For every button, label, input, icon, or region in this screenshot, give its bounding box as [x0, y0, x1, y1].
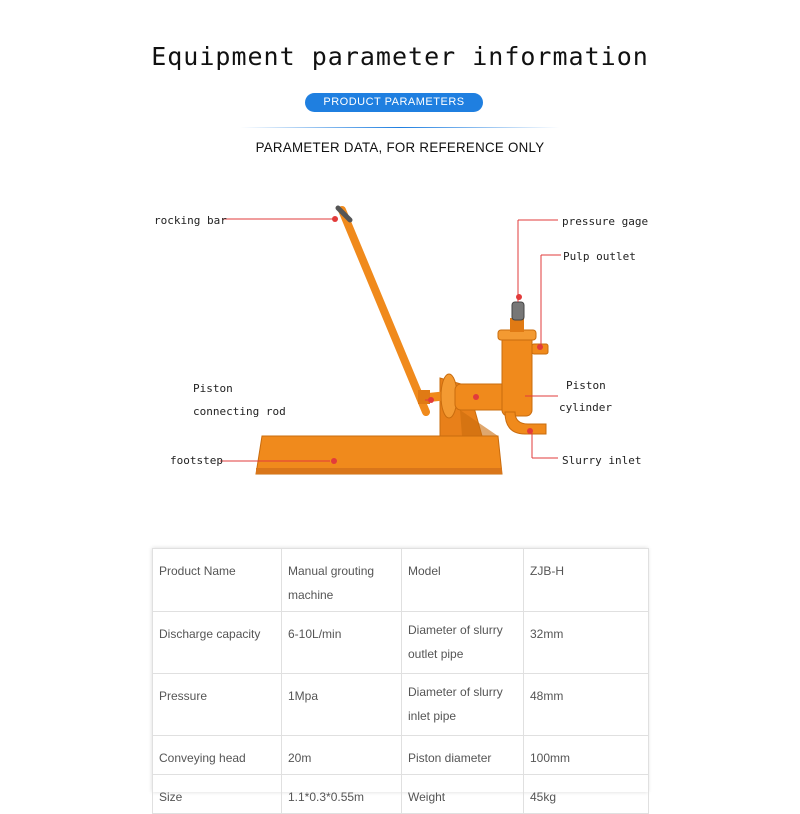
rocking-bar-handle	[342, 210, 426, 412]
table-cell: 20m	[282, 736, 402, 775]
grouting-machine-illustration	[0, 190, 800, 490]
piston-cylinder-body	[502, 330, 532, 416]
pressure-gage-body	[512, 302, 524, 320]
reference-subtitle: PARAMETER DATA, FOR REFERENCE ONLY	[255, 139, 545, 155]
pulp-outlet-label: Pulp outlet	[563, 250, 636, 263]
table-cell: 1Mpa	[282, 674, 402, 736]
badge-underline	[240, 127, 560, 128]
piston-rod-label-line2: connecting rod	[193, 405, 286, 418]
table-row	[153, 736, 649, 775]
table-cell: 1.1*0.3*0.55m	[282, 775, 402, 814]
table-row	[153, 549, 649, 612]
table-cell: 100mm	[524, 736, 649, 775]
table-cell: Discharge capacity	[153, 612, 282, 674]
table-cell: 6-10L/min	[282, 612, 402, 674]
table-cell: Model	[402, 549, 524, 612]
footstep-label: footstep	[170, 454, 223, 467]
table-cell: Weight	[402, 775, 524, 814]
piston-cylinder-label-line2: cylinder	[559, 401, 612, 414]
table-cell: Size	[153, 775, 282, 814]
table-cell: Diameter of slurry inlet pipe	[402, 674, 524, 736]
table-cell: 48mm	[524, 674, 649, 736]
piston-cylinder-label-line1: Piston	[566, 379, 606, 392]
slurry-inlet-label: Slurry inlet	[562, 454, 642, 467]
table-cell: 32mm	[524, 612, 649, 674]
table-row	[153, 775, 649, 814]
table-cell: Product Name	[153, 549, 282, 612]
rocking-bar-label: rocking bar	[154, 214, 227, 227]
table-cell: 45kg	[524, 775, 649, 814]
table-cell: ZJB-H	[524, 549, 649, 612]
table-cell: Diameter of slurry outlet pipe	[402, 612, 524, 674]
parameter-table	[152, 548, 648, 804]
machine-diagram	[0, 190, 800, 490]
table-cell: Piston diameter	[402, 736, 524, 775]
footstep-edge	[256, 468, 502, 474]
page-title: Equipment parameter information	[151, 42, 649, 71]
piston-rod-label-line1: Piston	[193, 382, 233, 395]
pressure-gage-label: pressure gage	[562, 215, 649, 228]
table-row	[153, 674, 649, 736]
table-cell: Pressure	[153, 674, 282, 736]
table-row	[153, 612, 649, 674]
table-cell: Conveying head	[153, 736, 282, 775]
product-parameters-badge: PRODUCT PARAMETERS	[305, 93, 483, 112]
table-cell: Manual grouting machine	[282, 549, 402, 612]
